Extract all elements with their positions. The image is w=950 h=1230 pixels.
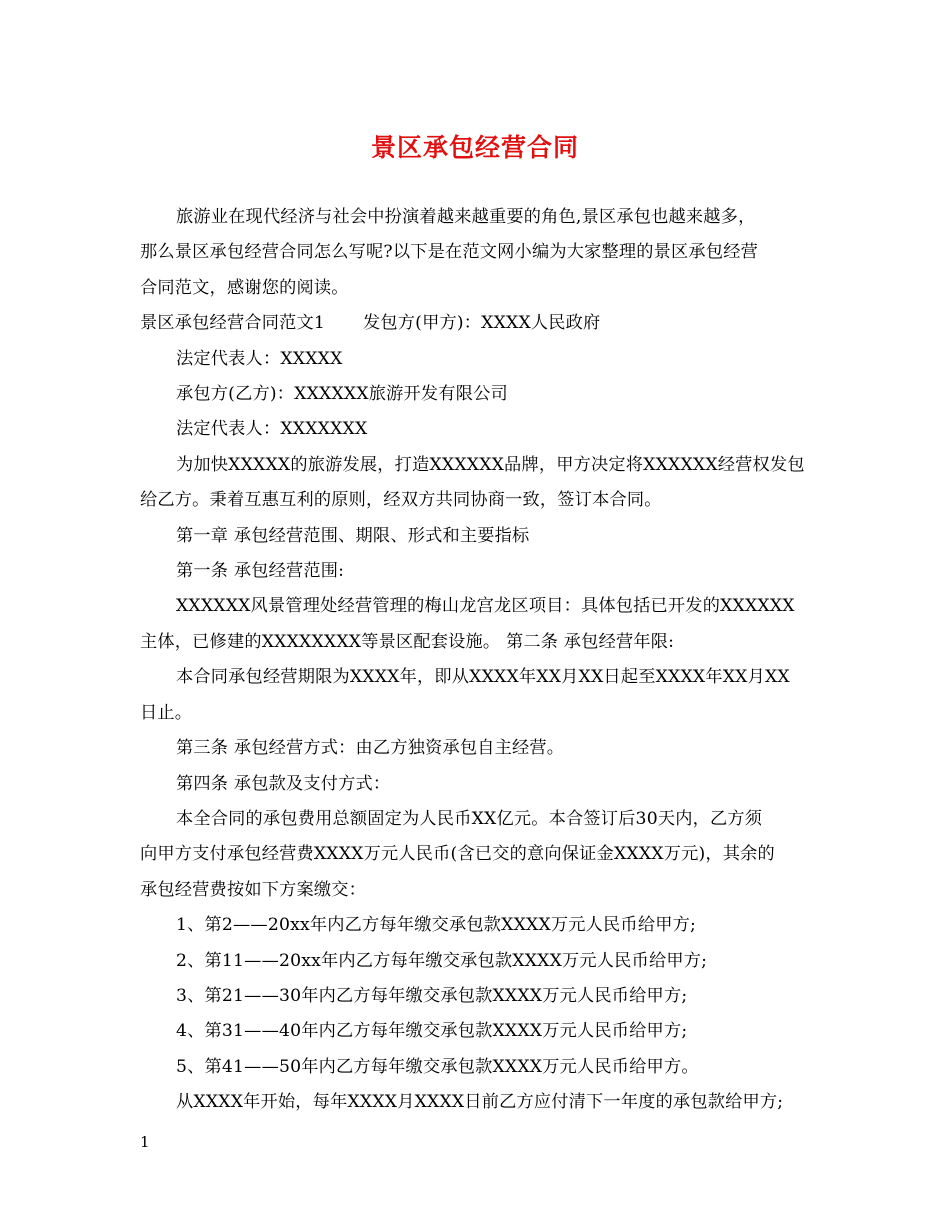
paragraph-line: XXXXXX风景管理处经营管理的梅山龙宫龙区项目：具体包括已开发的XXXXXX: [176, 596, 795, 617]
paragraph-line: 那么景区承包经营合同怎么写呢?以下是在范文网小编为大家整理的景区承包经营: [140, 242, 758, 263]
page-number: 1: [140, 1133, 150, 1151]
paragraph-line: 本合同承包经营期限为XXXX年，即从XXXX年XX月XX日起至XXXX年XX月XX: [176, 667, 790, 688]
list-item: 3、第21——30年内乙方每年缴交承包款XXXX万元人民币给甲方;: [176, 985, 688, 1006]
list-item: 5、第41——50年内乙方每年缴交承包款XXXX万元人民币给甲方。: [176, 1056, 699, 1077]
document-body: [140, 200, 812, 1121]
document-title: 景区承包经营合同: [370, 133, 579, 162]
party-a-line: 发包方(甲方)：XXXX人民政府: [363, 313, 601, 334]
paragraph-line: 日止。: [140, 702, 193, 723]
paragraph-line: 本全合同的承包费用总额固定为人民币XX亿元。本合签订后30天内，乙方须: [176, 808, 763, 829]
paragraph-line: 给乙方。秉着互惠互利的原则，经双方共同协商一致，签订本合同。: [140, 490, 662, 511]
paragraph-line: 为加快XXXXX的旅游发展，打造XXXXXX品牌，甲方决定将XXXXXX经营权发包: [176, 454, 805, 475]
paragraph-line: 法定代表人：XXXXXXX: [176, 419, 368, 440]
paragraph-line: 向甲方支付承包经营费XXXX万元人民币(含已交的意向保证金XXXX万元)，其余的: [140, 844, 775, 865]
chapter-heading: 第一章 承包经营范围、期限、形式和主要指标: [176, 525, 530, 546]
paragraph-line: 合同范文，感谢您的阅读。: [140, 277, 349, 298]
sample-heading: 景区承包经营合同范文1: [140, 313, 326, 334]
paragraph-line: 从XXXX年开始，每年XXXX月XXXX日前乙方应付清下一年度的承包款给甲方;: [176, 1092, 784, 1113]
article-heading: 第一条 承包经营范围:: [176, 561, 345, 582]
paragraph-line: 承包经营费按如下方案缴交：: [140, 879, 367, 900]
list-item: 1、第2——20xx年内乙方每年缴交承包款XXXX万元人民币给甲方;: [176, 915, 696, 936]
paragraph-line: 法定代表人：XXXXX: [176, 348, 343, 369]
list-item: 4、第31——40年内乙方每年缴交承包款XXXX万元人民币给甲方;: [176, 1021, 688, 1042]
list-item: 2、第11——20xx年内乙方每年缴交承包款XXXX万元人民币给甲方;: [176, 950, 708, 971]
paragraph-line: 旅游业在现代经济与社会中扮演着越来越重要的角色,景区承包也越来越多，: [176, 207, 756, 227]
paragraph-line: [140, 306, 812, 341]
article-heading: 第三条 承包经营方式：由乙方独资承包自主经营。: [176, 738, 565, 759]
paragraph-line: 主体，已修建的XXXXXXXX等景区配套设施。 第二条 承包经营年限:: [140, 631, 675, 652]
paragraph-line: 承包方(乙方)：XXXXXX旅游开发有限公司: [176, 384, 508, 405]
article-heading: 第四条 承包款及支付方式：: [176, 773, 391, 794]
